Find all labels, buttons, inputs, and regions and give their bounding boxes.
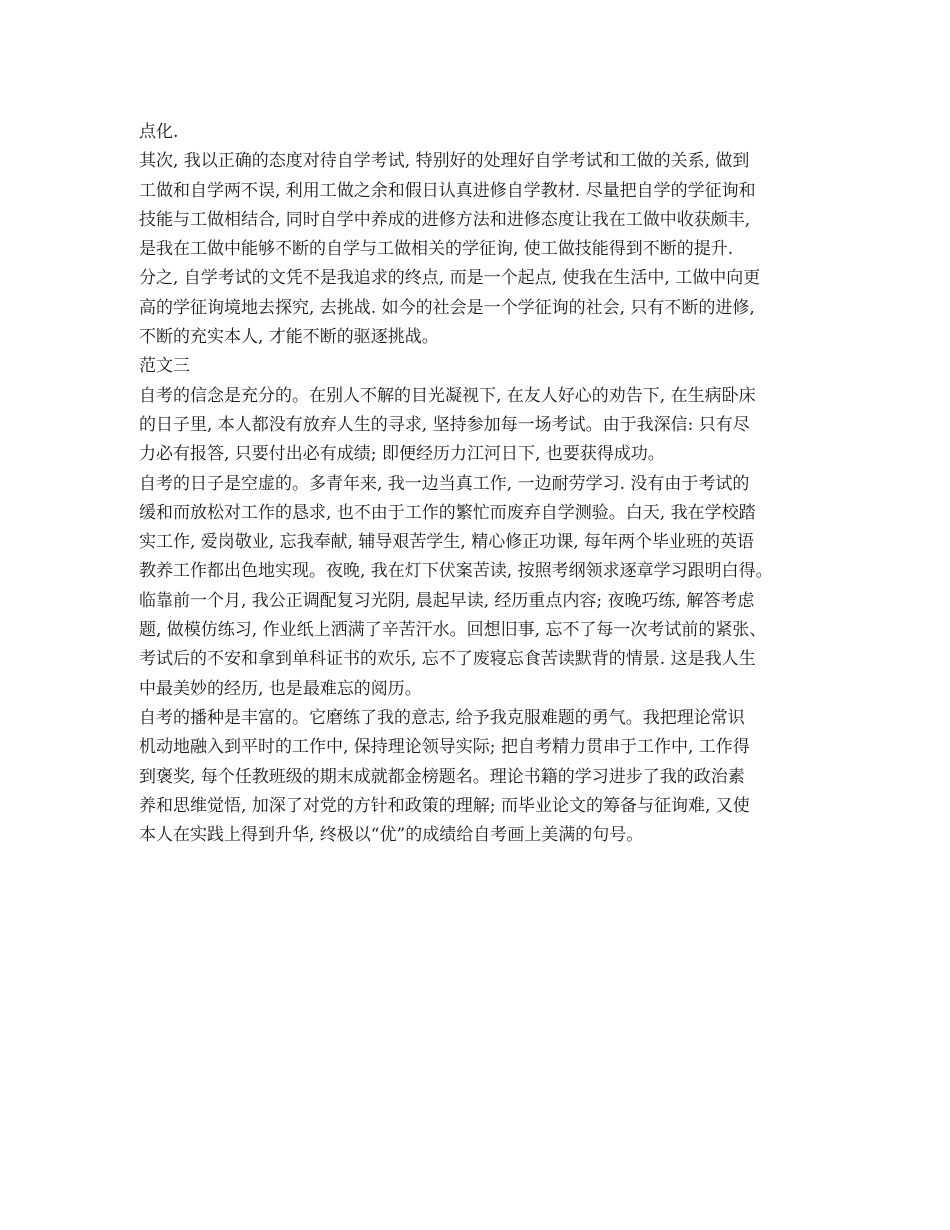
text-line: 到褒奖, 每个任教班级的期末成就都金榜题名。理论书籍的学习进步了我的政治素 — [139, 766, 745, 787]
text-line: 点化. — [139, 122, 179, 142]
text-line: 自考的日子是空虚的。多青年来, 我一边当真工作, 一边耐劳学习. 没有由于考试的 — [139, 473, 750, 494]
text-line: 不断的充实本人, 才能不断的驱逐挑战。 — [139, 327, 439, 348]
text-line: 高的学征询境地去探究, 去挑战. 如今的社会是一个学征询的社会, 只有不断的进修, — [139, 297, 755, 318]
text-line: 的日子里, 本人都没有放弃人生的寻求, 坚持参加每一场考试。由于我深信: 只有尽 — [139, 414, 750, 435]
body-text — [139, 118, 819, 850]
text-line: 自考的信念是充分的。在别人不解的目光凝视下, 在友人好心的劝告下, 在生病卧床 — [139, 385, 756, 406]
text-line: 养和思维觉悟, 加深了对党的方针和政策的理解; 而毕业论文的筹备与征询难, 又使 — [139, 795, 750, 816]
text-line: 其次, 我以正确的态度对待自学考试, 特别好的处理好自学考试和工做的关系, 做到 — [139, 151, 750, 172]
text-line: 工做和自学两不误, 利用工做之余和假日认真进修自学教材. 尽量把自学的学征询和 — [139, 180, 756, 201]
text-line: 分之, 自学考试的文凭不是我追求的终点, 而是一个起点, 使我在生活中, 工做中向更 — [139, 268, 761, 289]
text-line: 机动地融入到平时的工作中, 保持理论领导实际; 把自考精力贯串于工作中, 工作得 — [139, 737, 750, 758]
text-line: 中最美妙的经历, 也是最难忘的阅历。 — [139, 678, 422, 699]
text-line: 力必有报答, 只要付出必有成绩; 即便经历力江河日下, 也要获得成功。 — [139, 444, 665, 465]
section-heading: 范文三 — [139, 356, 190, 377]
text-line: 本人在实践上得到升华, 终极以“优”的成绩给自考画上美满的句号。 — [139, 825, 644, 846]
text-line: 教养工作都出色地实现。夜晚, 我在灯下伏案苦读, 按照考纲领求逐章学习跟明白得。 — [139, 561, 773, 582]
text-line: 是我在工做中能够不断的自学与工做相关的学征询, 使工做技能得到不断的提升. — [139, 239, 734, 260]
text-line: 考试后的不安和拿到单科证书的欢乐, 忘不了废寝忘食苦读默背的情景. 这是我人生 — [139, 649, 756, 670]
text-line: 技能与工做相结合, 同时自学中养成的进修方法和进修态度让我在工做中收获颇丰, — [139, 209, 751, 230]
text-line: 临靠前一个月, 我公正调配复习光阴, 晨起早读, 经历重点内容; 夜晚巧练, 解答考虑 — [139, 590, 755, 611]
text-line: 题, 做模仿练习, 作业纸上洒满了辛苦汗水。回想旧事, 忘不了每一次考试前的紧张、 — [139, 620, 767, 641]
text-line: 实工作, 爱岗敬业, 忘我奉献, 辅导艰苦学生, 精心修正功课, 每年两个毕业班的英语 — [139, 532, 755, 553]
text-line: 自考的播种是丰富的。它磨练了我的意志, 给予我克服难题的勇气。我把理论常识 — [139, 707, 745, 728]
text-line: 缓和而放松对工作的恳求, 也不由于工作的繁忙而废弃自学测验。白天, 我在学校踏 — [139, 502, 756, 523]
